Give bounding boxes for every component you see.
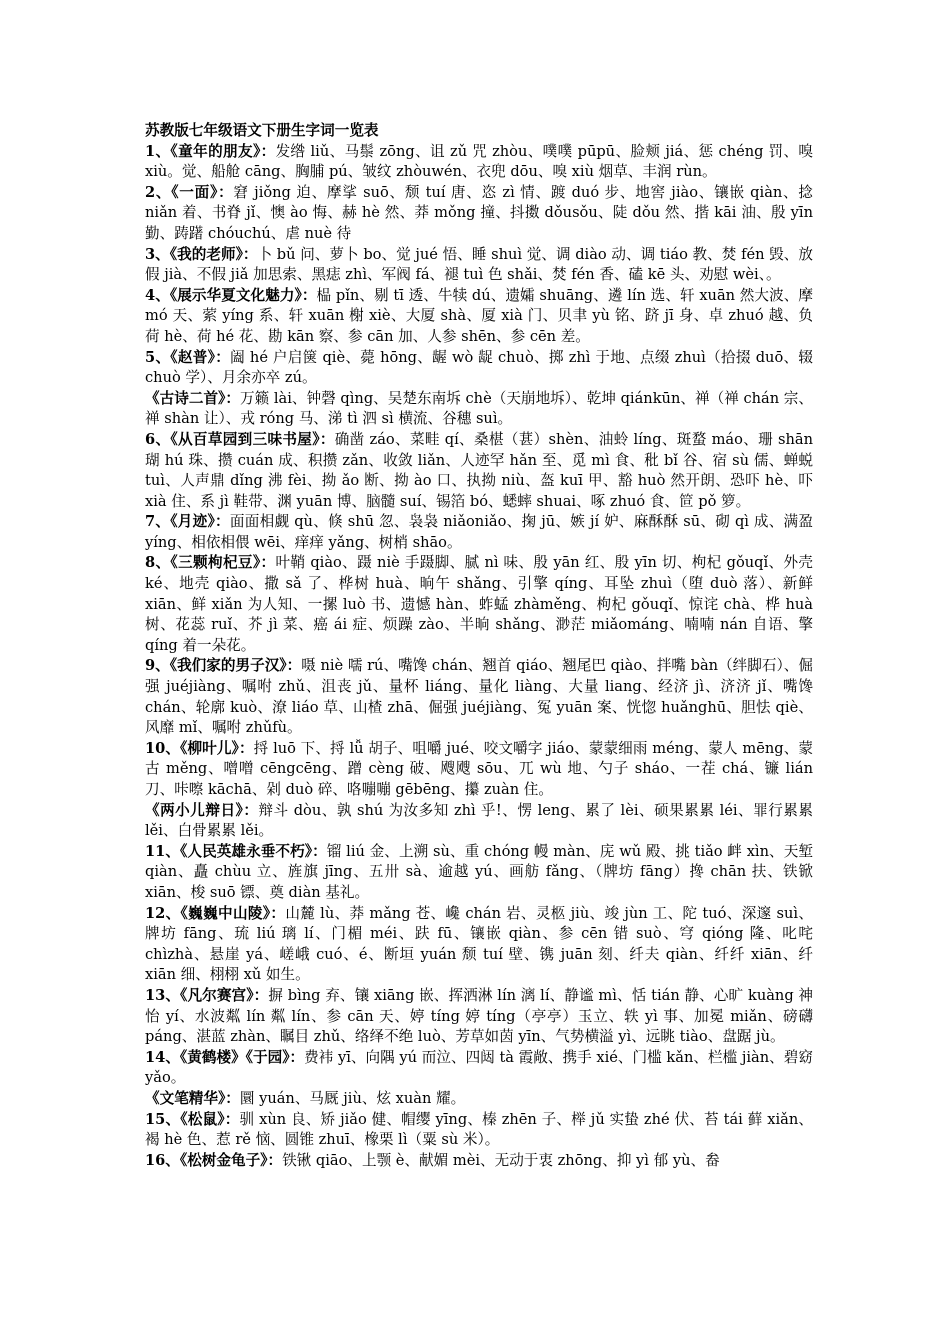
vocab-section <box>145 1151 813 1172</box>
section-heading: 《古诗二首》： <box>145 389 240 407</box>
section-heading: 3、《我的老师》： <box>145 245 258 263</box>
section-heading: 10、《柳叶儿》： <box>145 739 254 757</box>
vocab-section <box>145 430 813 512</box>
section-words: 榀 pǐn、剔 tī 透、牛犊 dú、遗孀 shuāng、遴 lín 选、轩 xuān 然大波、摩 mó 天、萦 yíng 系、轩 xuān 榭 xiè、大厦 shà、厦 xià 门、贝聿 yù 铭、跻 jī 身、卓 zhuó 越、负荷 hè、荷 hé 花、勘 kān 察、参 cān 加、人参 shēn、参 cēn 差。 <box>145 286 813 345</box>
vocab-section <box>145 904 813 986</box>
document-body <box>145 121 813 1171</box>
section-words: 摒 bìng 弃、镶 xiāng 嵌、挥洒淋 lín 漓 lí、静谧 mì、恬 tián 静、心旷 kuàng 神怡 yí、水波粼 lín 粼 lín、参 cān 天、婷 tíng 婷 tíng（亭亭）玉立、轶 yì 事、加冕 miǎn、磅礴 páng、湛蓝 zhàn、瞩目 zhǔ、络绎不绝 luò、芳草如茵 yīn、气势横溢 yì、远眺 tiào、盘踞 jù。 <box>145 986 813 1046</box>
vocab-section <box>145 1089 813 1110</box>
vocab-section <box>145 1048 813 1089</box>
section-heading: 6、《从百草园到三味书屋》： <box>145 430 335 448</box>
section-list <box>145 142 813 1172</box>
section-heading: 13、《凡尔赛宫》： <box>145 986 269 1004</box>
section-words: 确凿 záo、菜畦 qí、桑椹（葚）shèn、油蛉 líng、斑蝥 máo、珊 shān 瑚 hú 珠、攒 cuán 成、积攒 zǎn、收敛 liǎn、人迹罕 hǎn 至、觅 mì 食、秕 bǐ 谷、宿 sù 儒、蝉蜕 tuì、人声鼎 dǐng 沸 fèi、拗 ǎo 断、拗 ào 口、执拗 niù、盔 kuī 甲、豁 huò 然开朗、恐吓 hè、吓 xià 住、系 jì 鞋带、渊 yuān 博、脑髓 suí、锡箔 bó、蟋蟀 shuai、啄 zhuó 食、笸 pǒ 箩。 <box>145 430 813 510</box>
section-words: 捋 luō 下、捋 lǚ 胡子、咀嚼 jué、咬文嚼字 jiáo、蒙蒙细雨 méng、蒙人 mēng、蒙古 měng、噌噌 cēngcēng、蹭 cèng 破、飕飕 sōu、兀 wù 地、勺子 sháo、一茬 chá、镰 lián 刀、咔嚓 kāchā、剁 duò 碎、咯嘣嘣 gēbēng、攥 zuàn 住。 <box>145 739 813 798</box>
section-words: 山麓 lù、莽 mǎng 苍、巉 chán 岩、灵柩 jiù、竣 jùn 工、陀 tuó、深邃 suì、牌坊 fāng、琉 liú 璃 lí、门楣 méi、趺 fū、镶嵌 qiàn、参 cēn 错 suò、穹 qióng 隆、叱咤 chìzhà、悬崖 yá、嵯峨 cuó、é、断垣 yuán 颓 tuí 壁、镌 juān 刻、纤夫 qiàn、纤纤 xiān、纤 xiān 细、栩栩 xǔ 如生。 <box>145 904 813 984</box>
vocab-section <box>145 656 813 738</box>
vocab-section <box>145 801 813 842</box>
section-heading: 7、《月迹》： <box>145 513 230 531</box>
section-words: 驯 xùn 良、矫 jiǎo 健、帽缨 yīng、榛 zhēn 子、榉 jǔ 实蛰 zhé 伏、苔 tái 藓 xiǎn、褐 hè 色、惹 rě 恼、圆锥 zhuī、橡栗 lì（粟 sù 米）。 <box>145 1110 813 1149</box>
vocab-section <box>145 986 813 1048</box>
section-heading: 11、《人民英雄永垂不朽》： <box>145 842 327 860</box>
vocab-section <box>145 245 813 286</box>
section-words: 费袆 yī、向隅 yú 而泣、四闼 tà 霞敞、携手 xié、门槛 kǎn、栏槛 jiàn、碧窈 yǎo。 <box>145 1048 813 1087</box>
section-words: 卜 bǔ 问、萝卜 bo、觉 jué 悟、睡 shuì 觉、调 diào 动、调 tiáo 教、焚 fén 毁、放假 jià、不假 jiǎ 加思索、黑痣 zhì、军阀 fá、褪 tuì 色 shǎi、焚 fén 香、磕 kē 头、劝慰 wèi、。 <box>145 245 813 284</box>
vocab-section <box>145 553 813 656</box>
vocab-section <box>145 348 813 389</box>
section-heading: 12、《巍巍中山陵》： <box>145 904 286 922</box>
section-heading: 1、《童年的朋友》： <box>145 142 276 160</box>
section-heading: 《两小儿辩日》： <box>145 801 259 819</box>
section-words: 圜 yuán、马厩 jiù、炫 xuàn 耀。 <box>239 1089 466 1107</box>
section-heading: 4、《展示华夏文化魅力》： <box>145 286 317 304</box>
vocab-section <box>145 739 813 801</box>
vocab-section <box>145 389 813 430</box>
section-words: 叶鞘 qiào、蹑 niè 手蹑脚、腻 nì 味、殷 yān 红、殷 yīn 切、枸杞 gǒuqǐ、外壳 ké、地壳 qiào、撒 sǎ 了、桦树 huà、晌午 shǎng、引擎 qíng、耳坠 zhuì（堕 duò 落）、新鲜 xiān、鲜 xiǎn 为人知、一摞 luò 书、遗憾 hàn、蚱蜢 zhàměng、枸杞 gǒuqǐ、惊诧 chà、桦 huà 树、花蕊 ruǐ、芥 jì 菜、癌 ái 症、烦躁 zào、半晌 shǎng、渺茫 miǎománg、喃喃 nán 自语、擎 qíng 着一朵花。 <box>145 554 813 654</box>
section-heading: 5、《赵普》： <box>145 348 231 366</box>
vocab-section <box>145 512 813 553</box>
section-words: 铁锹 qiāo、上颚 è、献媚 mèi、无动于衷 zhōng、抑 yì 郁 yù、畚 <box>282 1151 720 1169</box>
vocab-section <box>145 142 813 183</box>
vocab-section <box>145 286 813 348</box>
section-heading: 15、《松鼠》： <box>145 1110 240 1128</box>
section-heading: 2、《一面》： <box>145 183 234 201</box>
vocab-section <box>145 183 813 245</box>
section-words: 嗫 niè 嚅 rú、嘴馋 chán、翘首 qiáo、翘尾巴 qiào、拌嘴 bàn（绊脚石）、倔强 juéjiàng、嘱咐 zhǔ、沮丧 jǔ、量杯 liáng、量化 liàng、大量 liang、经济 jì、济济 jǐ、嘴馋 chán、轮廓 kuò、潦 liáo 草、山楂 zhā、倔强 juéjiàng、冤 yuān 案、恍惚 huǎnghū、胆怯 qiè、风靡 mǐ、嘱咐 zhǔfù。 <box>145 657 813 737</box>
vocab-section <box>145 842 813 904</box>
section-words: 窘 jiǒng 迫、摩挲 suō、颓 tuí 唐、恣 zì 情、踱 duó 步、地窖 jiào、镶嵌 qiàn、捻 niǎn 着、书脊 jǐ、懊 ào 悔、赫 hè 然、莽 mǒng 撞、抖擞 dǒusǒu、陡 dǒu 然、揩 kāi 油、殷 yīn 勤、踌躇 chóuchú、虐 nuè 待 <box>145 183 813 242</box>
section-words: 面面相觑 qù、倏 shū 忽、袅袅 niǎoniǎo、掬 jū、嫉 jí 妒、麻酥酥 sū、砌 qì 成、满盈 yíng、相依相偎 wēi、痒痒 yǎng、树梢 shāo。 <box>145 513 813 551</box>
section-words: 发绺 liǔ、马鬃 zōng、诅 zǔ 咒 zhòu、噗噗 pūpū、脸颊 jiá、惩 chéng 罚、嗅 xiù。觉、船舱 cāng、胸脯 pú、皱纹 zhòuwén、衣兜 dōu、嗅 xiù 烟草、丰润 rùn。 <box>145 142 813 181</box>
section-words: 万籁 lài、钟磬 qìng、吴楚东南坼 chè（天崩地坼）、乾坤 qiánkūn、禅（禅 chán 宗、禅 shàn 让）、戎 róng 马、涕 tì 泗 sì 横流、谷穗 suì。 <box>145 389 813 428</box>
section-heading: 《文笔精华》： <box>145 1089 240 1107</box>
section-heading: 9、《我们家的男子汉》： <box>145 657 302 675</box>
vocab-section <box>145 1110 813 1151</box>
section-heading: 14、《黄鹤楼》《于园》： <box>145 1048 305 1066</box>
section-heading: 8、《三颗枸杞豆》： <box>145 554 276 572</box>
section-words: 阖 hé 户启箧 qiè、薨 hōng、龌 wò 龊 chuò、掷 zhì 于地、点缀 zhuì（拾掇 duō、辍 chuò 学）、月余亦卒 zú。 <box>145 348 813 387</box>
section-heading: 16、《松树金龟子》： <box>145 1151 283 1169</box>
section-words: 辩斗 dòu、孰 shú 为汝多知 zhì 乎!、愣 leng、累了 lèi、硕果累累 léi、罪行累累 lěi、白骨累累 lěi。 <box>145 801 813 840</box>
section-words: 镏 liú 金、上溯 sù、重 chóng 幔 màn、庑 wǔ 殿、挑 tiǎo 衅 xìn、天堑 qiàn、矗 chùu 立、旌旗 jīng、五卅 sà、逾越 yú、画舫 fǎng、（牌坊 fāng）搀 chān 扶、铁锨 xiān、梭 suō 镖、奠 diàn 基礼。 <box>145 842 813 901</box>
document-title: 苏教版七年级语文下册生字词一览表 <box>145 122 379 139</box>
